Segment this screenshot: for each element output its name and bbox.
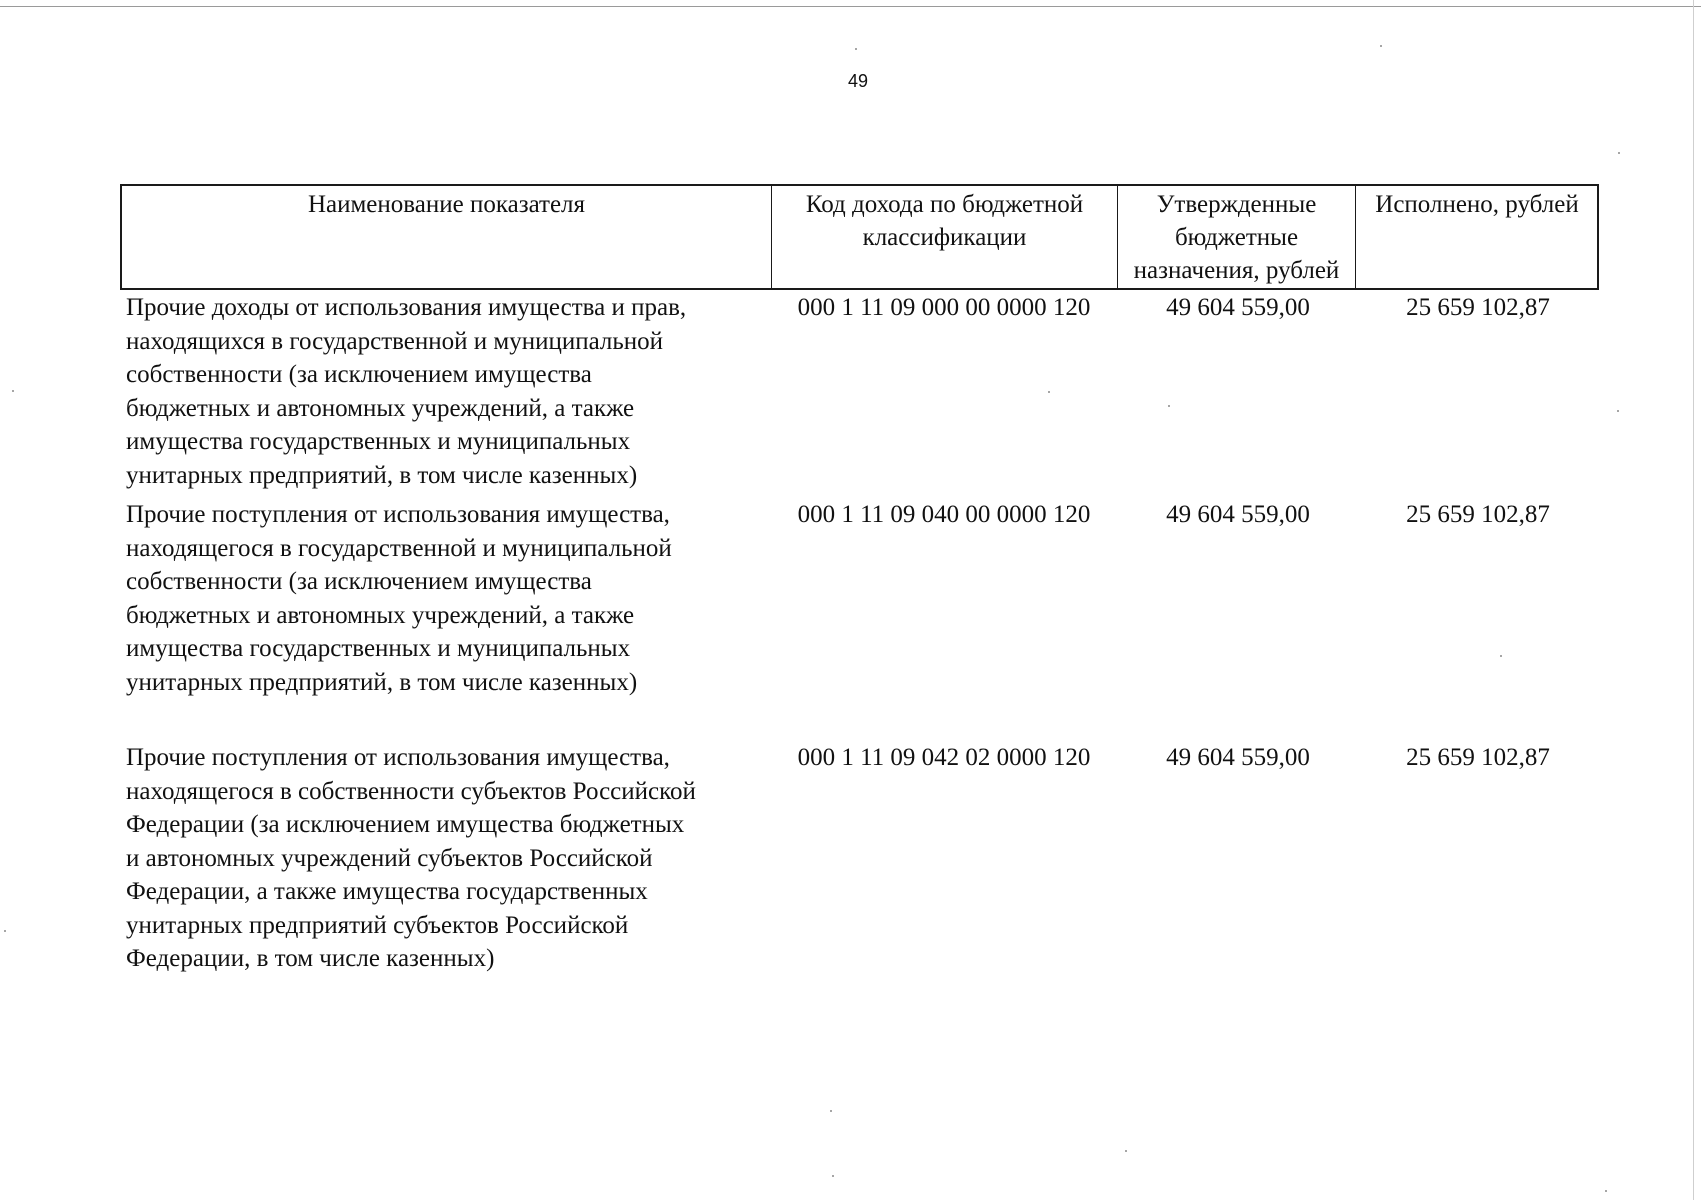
row-name-line: имущества государственных и муниципальных bbox=[126, 428, 631, 455]
scan-speck bbox=[1380, 45, 1382, 47]
scan-speck bbox=[1618, 152, 1620, 154]
column-divider bbox=[1355, 184, 1356, 290]
scan-speck bbox=[1605, 1190, 1607, 1192]
row-code: 000 1 11 09 000 00 0000 120 bbox=[797, 294, 1091, 321]
scan-speck bbox=[1168, 405, 1170, 407]
row-name-line: находящегося в собственности субъектов Российской bbox=[126, 777, 696, 805]
row-planned: 49 604 559,00 bbox=[1166, 744, 1310, 771]
row-name-line: собственности (за исключением имущества bbox=[126, 568, 592, 595]
page-number: 49 bbox=[847, 71, 869, 91]
header-planned-line: бюджетные bbox=[1174, 224, 1299, 251]
row-name-line: Федерации, а также имущества государственных bbox=[126, 878, 648, 905]
scan-speck bbox=[855, 48, 857, 50]
row-name-line: находящихся в государственной и муниципальной bbox=[126, 327, 664, 355]
scan-speck bbox=[1500, 655, 1502, 657]
row-name-line: Прочие поступления от использования имущества, bbox=[126, 744, 670, 771]
row-executed: 25 659 102,87 bbox=[1406, 744, 1550, 771]
row-code: 000 1 11 09 040 00 0000 120 bbox=[797, 501, 1091, 528]
table-row-name bbox=[126, 291, 766, 492]
row-name-line: и автономных учреждений субъектов Российской bbox=[126, 844, 653, 872]
row-planned: 49 604 559,00 bbox=[1166, 501, 1310, 528]
header-code-line: Код дохода по бюджетной bbox=[805, 191, 1084, 218]
header-planned bbox=[1119, 188, 1354, 287]
row-name-line: имущества государственных и муниципальных bbox=[126, 635, 631, 662]
row-name-line: бюджетных и автономных учреждений, а также bbox=[126, 394, 635, 422]
row-executed: 25 659 102,87 bbox=[1406, 501, 1550, 528]
header-code-line: классификации bbox=[862, 224, 1027, 251]
row-name-line: Прочие поступления от использования имущества, bbox=[126, 501, 670, 528]
row-name-line: бюджетных и автономных учреждений, а также bbox=[126, 601, 635, 629]
header-name-text: Наименование показателя bbox=[307, 191, 586, 218]
row-name-line: унитарных предприятий, в том числе казенных) bbox=[126, 461, 638, 489]
scan-speck bbox=[1617, 410, 1619, 412]
scan-speck bbox=[4, 930, 6, 932]
row-name-line: унитарных предприятий субъектов Российской bbox=[126, 911, 629, 939]
row-name-line: Федерации, в том числе казенных) bbox=[126, 945, 495, 972]
scan-speck bbox=[830, 1110, 832, 1112]
row-name-line: унитарных предприятий, в том числе казенных) bbox=[126, 668, 638, 696]
column-divider bbox=[1117, 184, 1118, 290]
row-code: 000 1 11 09 042 02 0000 120 bbox=[797, 744, 1091, 771]
header-code bbox=[773, 188, 1116, 254]
column-divider bbox=[771, 184, 772, 290]
table-row-name bbox=[126, 498, 766, 699]
table-row-name bbox=[126, 741, 766, 976]
scan-speck bbox=[12, 390, 14, 392]
row-name-line: находящегося в государственной и муниципальной bbox=[126, 534, 672, 562]
header-planned-line: Утвержденные bbox=[1156, 191, 1317, 218]
scan-top-edge bbox=[0, 6, 1701, 7]
header-executed-text: Исполнено, рублей bbox=[1375, 191, 1579, 218]
row-name-line: Прочие доходы от использования имущества и прав, bbox=[126, 294, 687, 321]
scan-speck bbox=[1125, 1150, 1127, 1152]
scan-speck bbox=[1048, 391, 1050, 393]
row-planned: 49 604 559,00 bbox=[1166, 294, 1310, 321]
scan-speck bbox=[832, 1175, 834, 1177]
scan-right-edge bbox=[1693, 0, 1694, 1200]
row-name-line: собственности (за исключением имущества bbox=[126, 361, 592, 388]
row-executed: 25 659 102,87 bbox=[1406, 294, 1550, 321]
header-executed bbox=[1357, 188, 1597, 221]
header-name bbox=[124, 188, 769, 221]
row-name-line: Федерации (за исключением имущества бюджетных bbox=[126, 811, 685, 838]
header-planned-line: назначения, рублей bbox=[1133, 257, 1340, 284]
